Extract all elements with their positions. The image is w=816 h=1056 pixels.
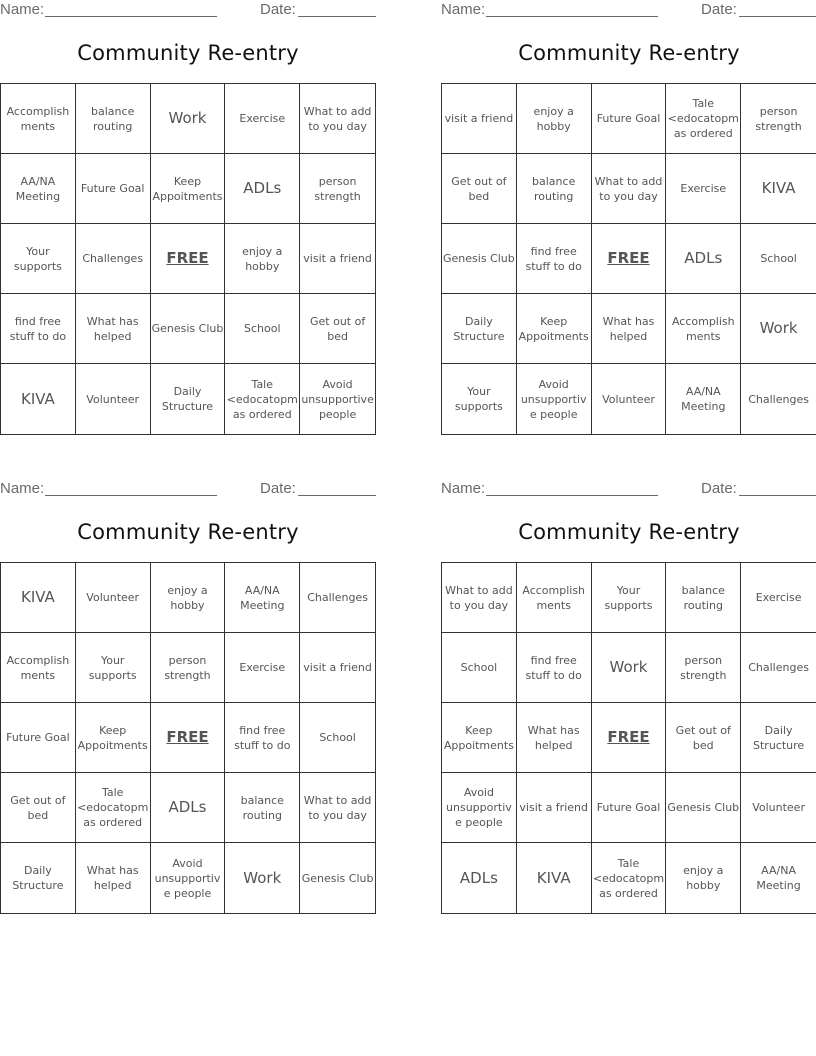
bingo-cell: What to add to you day <box>300 84 375 154</box>
card-title: Community Re-entry <box>77 520 299 544</box>
bingo-cell: Get out of bed <box>1 773 76 843</box>
free-space: FREE <box>151 703 226 773</box>
bingo-cell: balance routing <box>666 563 741 633</box>
bingo-card <box>441 0 816 434</box>
bingo-cell: Keep Appoitments <box>76 703 151 773</box>
bingo-cell: Work <box>151 84 226 154</box>
bingo-cell: Challenges <box>748 392 809 406</box>
bingo-card <box>441 479 816 913</box>
date-label: Date: <box>260 1 296 18</box>
bingo-cell: Genesis Club <box>666 773 741 843</box>
free-space: FREE <box>151 224 226 294</box>
bingo-cell: What to add to you day <box>300 773 375 843</box>
bingo-grid <box>0 83 376 435</box>
bingo-cell: School <box>300 703 375 773</box>
bingo-cell: Daily Structure <box>151 364 226 434</box>
bingo-cell: Genesis Club <box>301 871 374 885</box>
bingo-cell: Tale <edocatopmas ordered <box>225 364 300 434</box>
bingo-cell: Work <box>592 633 667 703</box>
bingo-cell: Work <box>741 294 816 364</box>
card-title: Community Re-entry <box>518 520 740 544</box>
bingo-cell: School <box>741 224 816 294</box>
bingo-cell: Volunteer <box>76 563 151 633</box>
bingo-cell: Daily Structure <box>741 703 816 773</box>
bingo-cell: AA/NA Meeting <box>225 563 300 633</box>
bingo-cell: Your supports <box>1 224 76 294</box>
bingo-cell: Volunteer <box>592 364 667 434</box>
bingo-cell: KIVA <box>741 154 816 224</box>
name-blank-line <box>45 495 217 496</box>
bingo-cell: Daily Structure <box>1 843 76 913</box>
bingo-cell: person strength <box>151 633 226 703</box>
bingo-cell: enjoy a hobby <box>225 224 300 294</box>
bingo-cell: Get out of bed <box>666 703 741 773</box>
bingo-cell: person strength <box>741 84 816 154</box>
bingo-cell: visit a friend <box>517 773 592 843</box>
bingo-cell: Get out of bed <box>300 294 375 364</box>
date-label: Date: <box>701 1 737 18</box>
bingo-cell: What has helped <box>592 294 667 364</box>
bingo-cell: Work <box>225 843 300 913</box>
name-label: Name: <box>0 480 45 497</box>
bingo-cell: balance routing <box>517 154 592 224</box>
bingo-cell: Volunteer <box>76 364 151 434</box>
date-label: Date: <box>260 480 296 497</box>
free-space: FREE <box>592 703 667 773</box>
bingo-cell: visit a friend <box>300 633 375 703</box>
bingo-cell: Challenges <box>741 633 816 703</box>
bingo-cell: balance routing <box>225 773 300 843</box>
bingo-cell: person strength <box>666 633 741 703</box>
bingo-cell: What to add to you day <box>592 154 667 224</box>
name-blank-line <box>486 16 658 17</box>
bingo-cell: Exercise <box>741 563 816 633</box>
name-blank-line <box>45 16 217 17</box>
bingo-cell: Genesis Club <box>442 224 517 294</box>
date-blank-line <box>298 495 376 496</box>
bingo-cell: Exercise <box>225 633 300 703</box>
date-blank-line <box>298 16 376 17</box>
bingo-cell: Daily Structure <box>442 294 517 364</box>
date-blank-line <box>739 16 816 17</box>
bingo-cell: What has helped <box>76 294 151 364</box>
free-space: FREE <box>592 224 667 294</box>
bingo-cell: KIVA <box>517 843 592 913</box>
bingo-cell: What has helped <box>517 703 592 773</box>
bingo-cell: Get out of bed <box>442 154 517 224</box>
name-blank-line <box>486 495 658 496</box>
bingo-cell: KIVA <box>1 563 76 633</box>
bingo-cell: Tale <edocatopmas ordered <box>666 84 741 154</box>
bingo-cell: Avoid unsupportive people <box>442 773 517 843</box>
bingo-cell: Future Goal <box>592 773 667 843</box>
bingo-cell: enjoy a hobby <box>151 563 226 633</box>
bingo-cell: School <box>442 633 517 703</box>
name-label: Name: <box>441 480 486 497</box>
bingo-cell: Exercise <box>666 154 741 224</box>
bingo-cell: Your supports <box>442 364 517 434</box>
bingo-cell: Keep Appoitments <box>151 154 226 224</box>
bingo-cell: ADLs <box>666 224 741 294</box>
card-header <box>0 1 376 21</box>
bingo-grid <box>0 562 376 914</box>
card-title: Community Re-entry <box>77 41 299 65</box>
bingo-card <box>0 479 376 913</box>
bingo-cell: KIVA <box>1 364 76 434</box>
bingo-cell: Your supports <box>592 563 667 633</box>
bingo-cell: ADLs <box>151 773 226 843</box>
bingo-cell: Accomplishments <box>666 294 741 364</box>
bingo-cell: Exercise <box>225 84 300 154</box>
bingo-cell: ADLs <box>225 154 300 224</box>
bingo-cell: What has helped <box>76 843 151 913</box>
card-header <box>441 1 816 21</box>
bingo-grid <box>441 562 816 914</box>
bingo-cell: Genesis Club <box>151 294 226 364</box>
date-blank-line <box>739 495 816 496</box>
card-header <box>441 480 816 500</box>
bingo-cell: visit a friend <box>300 224 375 294</box>
bingo-cell: Your supports <box>76 633 151 703</box>
name-label: Name: <box>0 1 45 18</box>
bingo-cell: Avoid unsupportive people <box>151 843 226 913</box>
bingo-cell: School <box>225 294 300 364</box>
bingo-cell: person strength <box>300 154 375 224</box>
bingo-cell: Accomplishments <box>1 633 76 703</box>
bingo-grid <box>441 83 816 435</box>
bingo-cell: AA/NA Meeting <box>1 154 76 224</box>
bingo-cell: Accomplishments <box>517 563 592 633</box>
bingo-cell: visit a friend <box>442 84 517 154</box>
bingo-cell: Accomplishments <box>1 84 76 154</box>
bingo-cell: Avoid unsupportive people <box>517 364 592 434</box>
bingo-cell: Keep Appoitments <box>442 703 517 773</box>
name-label: Name: <box>441 1 486 18</box>
bingo-cell: find free stuff to do <box>517 633 592 703</box>
card-header <box>0 480 376 500</box>
bingo-cell: enjoy a hobby <box>517 84 592 154</box>
bingo-cell: enjoy a hobby <box>666 843 741 913</box>
bingo-cell: Challenges <box>300 563 375 633</box>
bingo-cell: Challenges <box>76 224 151 294</box>
card-title: Community Re-entry <box>518 41 740 65</box>
bingo-cell: find free stuff to do <box>517 224 592 294</box>
bingo-cell: find free stuff to do <box>225 703 300 773</box>
bingo-cell: AA/NA Meeting <box>756 864 801 892</box>
bingo-cell: ADLs <box>442 843 517 913</box>
bingo-cell: Avoid unsupportive people <box>301 377 374 421</box>
bingo-cell: AA/NA Meeting <box>666 364 741 434</box>
bingo-cell: Future Goal <box>76 154 151 224</box>
bingo-cell: Volunteer <box>741 773 816 843</box>
bingo-cell: Future Goal <box>1 703 76 773</box>
date-label: Date: <box>701 480 737 497</box>
bingo-cell: Tale <edocatopmas ordered <box>76 773 151 843</box>
bingo-cell: Future Goal <box>592 84 667 154</box>
bingo-cell: Keep Appoitments <box>517 294 592 364</box>
bingo-cell: find free stuff to do <box>1 294 76 364</box>
bingo-cell: What to add to you day <box>442 563 517 633</box>
bingo-card <box>0 0 376 434</box>
bingo-cell: balance routing <box>76 84 151 154</box>
bingo-cell: Tale <edocatopmas ordered <box>592 843 667 913</box>
